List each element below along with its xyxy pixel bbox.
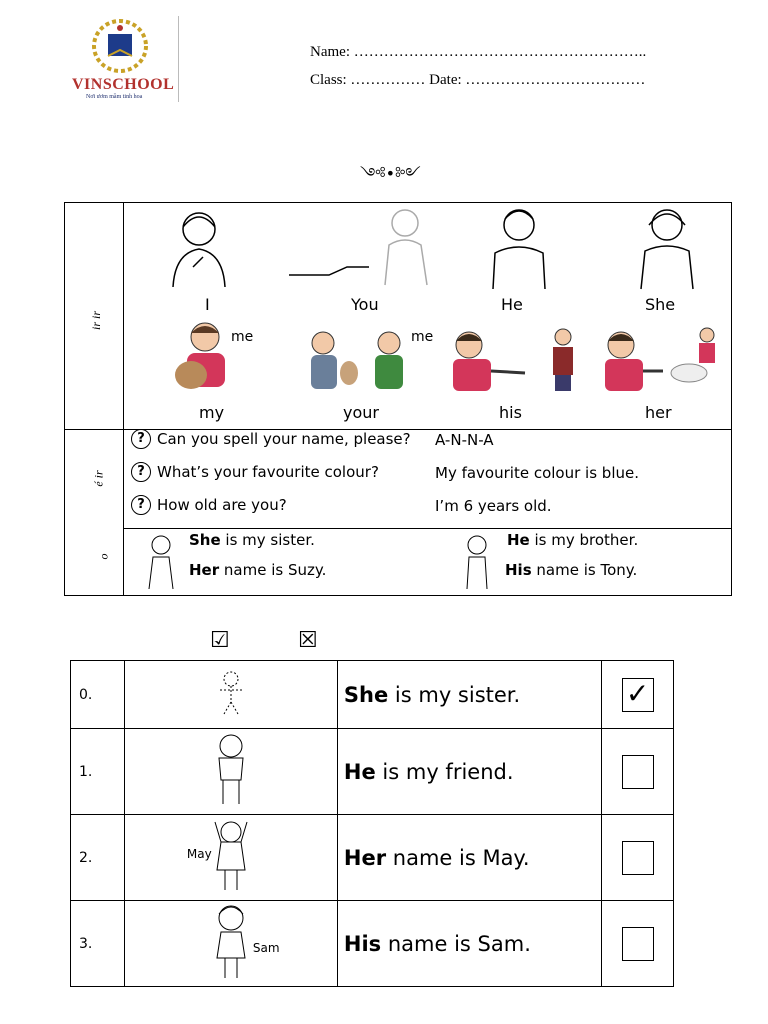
girl-illustration — [633, 205, 703, 291]
qa-answer-2: My favourite colour is blue. — [435, 464, 639, 482]
question-mark-icon: ? — [131, 495, 151, 515]
girl-sketch-illustration — [216, 670, 246, 716]
side-label-1: ir ir — [89, 310, 104, 331]
suzy-illustration — [141, 533, 181, 591]
qa-answer-1: A-N-N-A — [435, 431, 494, 449]
tony-illustration — [457, 533, 497, 591]
girl-pointing-at-boy-illustration — [445, 327, 585, 393]
row-number: 0. — [71, 661, 125, 729]
girl-pointing-at-girl-illustration — [597, 327, 727, 393]
sentence-cell: Her name is May. — [337, 815, 601, 901]
may-sketch-illustration — [211, 818, 251, 894]
label-me-1: me — [231, 329, 254, 345]
girl-pointing-self-illustration — [163, 205, 233, 291]
possessive-her: her — [645, 403, 672, 422]
picture-label-may: May — [186, 847, 212, 861]
pronoun-i: I — [205, 295, 210, 314]
intro-her-line: Her name is Suzy. — [189, 561, 327, 579]
table-row — [71, 729, 674, 815]
ornament: ༺•༻ — [360, 164, 421, 183]
row-number: 2. — [71, 815, 125, 901]
qa-row-1: ? Can you spell your name, please? — [131, 429, 411, 449]
sentence-cell: She is my sister. — [337, 661, 601, 729]
legend-cross-icon: ☒ — [298, 628, 318, 653]
answer-cell — [602, 815, 674, 901]
row-number: 3. — [71, 901, 125, 987]
answer-checkbox[interactable] — [622, 841, 654, 875]
boy-illustration — [485, 205, 555, 291]
qa-row-3: ? How old are you? — [131, 495, 287, 515]
answer-checkbox[interactable]: ✓ — [622, 678, 654, 712]
side-label-3: o — [96, 553, 111, 560]
picture-cell — [124, 729, 337, 815]
pronoun-he: He — [501, 295, 523, 314]
question-mark-icon: ? — [131, 462, 151, 482]
picture-cell — [124, 901, 337, 987]
table-row — [71, 815, 674, 901]
picture-label-sam: Sam — [252, 941, 280, 955]
name-line: Name: ………………………………………………….. — [310, 44, 647, 60]
legend-check-icon: ☑ — [210, 628, 230, 653]
girl-with-dog-illustration — [169, 319, 235, 397]
possessive-my: my — [199, 403, 225, 422]
qa-answer-3: I’m 6 years old. — [435, 497, 552, 515]
answer-cell — [602, 901, 674, 987]
pointing-at-you-illustration — [289, 205, 439, 291]
logo-wordmark: VINSCHOOL — [72, 76, 175, 93]
possessive-his: his — [499, 403, 522, 422]
intro-she-line: She is my sister. — [189, 531, 315, 549]
side-label-2: é ir — [91, 470, 106, 487]
intro-he-line: He is my brother. — [507, 531, 639, 549]
row-number: 1. — [71, 729, 125, 815]
two-kids-with-cat-illustration — [305, 327, 411, 393]
logo-tagline: Nơi ươm mầm tinh hoa — [86, 94, 143, 100]
boy-sketch-illustration — [211, 732, 251, 808]
intro-his-line: His name is Tony. — [505, 561, 638, 579]
table-row — [71, 901, 674, 987]
sentence-cell: His name is Sam. — [337, 901, 601, 987]
question-mark-icon: ? — [131, 429, 151, 449]
school-logo — [68, 16, 179, 102]
picture-cell — [124, 661, 337, 729]
label-me-2: me — [411, 329, 434, 345]
class-date-line: Class: …………… Date: ……………………………… — [310, 72, 646, 88]
answer-cell — [602, 661, 674, 729]
answer-checkbox[interactable] — [622, 755, 654, 789]
exercise-table — [70, 660, 674, 987]
sam-sketch-illustration — [211, 902, 251, 982]
table-row — [71, 661, 674, 729]
qa-row-2: ? What’s your favourite colour? — [131, 462, 379, 482]
picture-cell — [124, 815, 337, 901]
possessive-your: your — [343, 403, 379, 422]
pronoun-you: You — [351, 295, 379, 314]
pronoun-she: She — [645, 295, 676, 314]
answer-cell — [602, 729, 674, 815]
sentence-cell: He is my friend. — [337, 729, 601, 815]
laurel-book-icon — [68, 16, 178, 76]
answer-checkbox[interactable] — [622, 927, 654, 961]
pronoun-reference-table — [64, 202, 732, 596]
